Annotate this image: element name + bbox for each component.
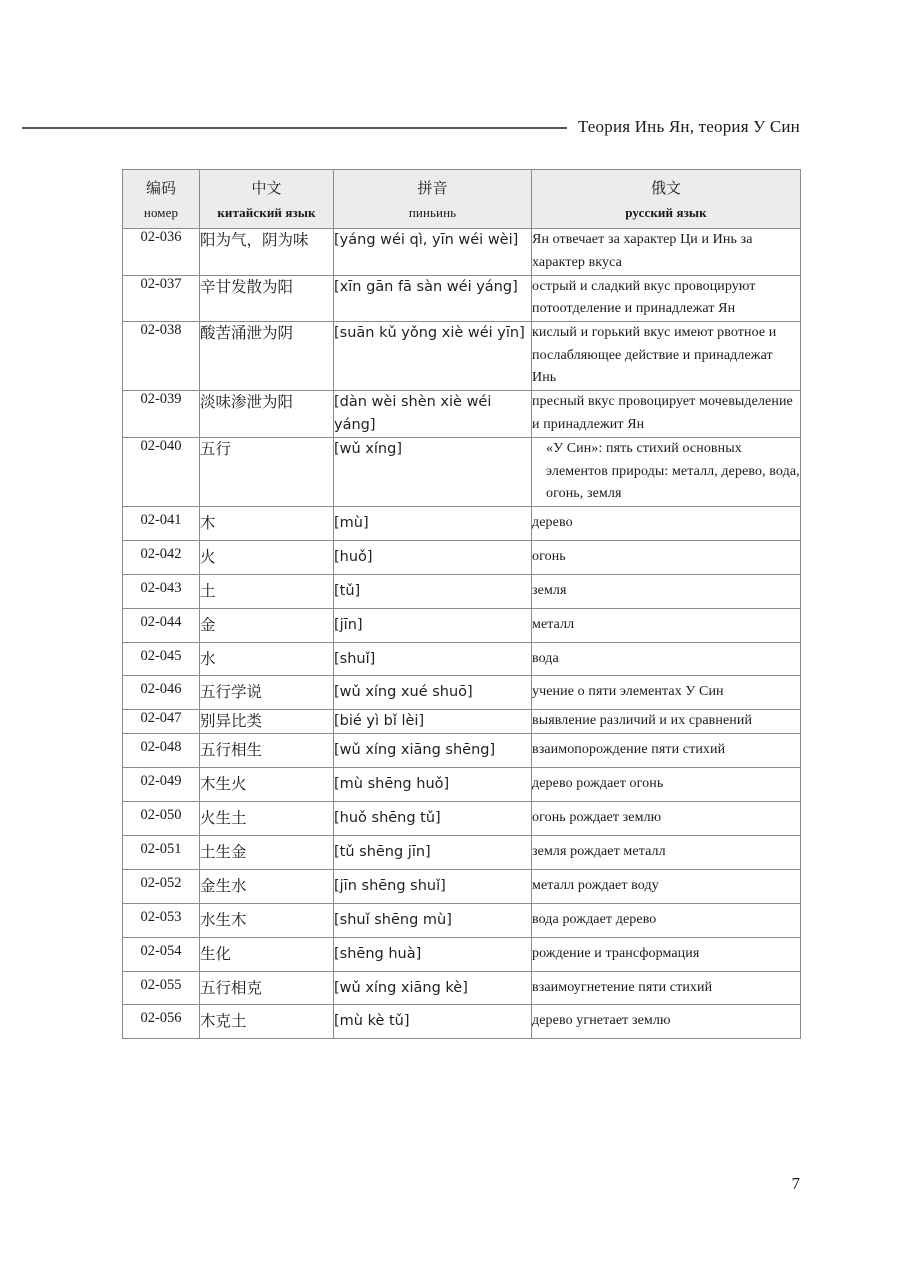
column-header-russian-zh: 俄文 [650,179,681,197]
column-header-number-ru: номер [143,204,179,220]
column-header-number [123,170,200,229]
cell-russian: огонь рождает землю [532,802,801,836]
cell-number: 02-036 [123,229,200,275]
cell-number: 02-047 [123,710,200,734]
table-row [123,506,801,540]
glossary-table [122,169,801,1039]
table-row [123,322,801,391]
table-row [123,802,801,836]
cell-pinyin: [mù kè tǔ] [334,1005,532,1039]
table-header [123,170,801,229]
cell-number: 02-055 [123,971,200,1005]
table-body [123,229,801,1039]
cell-russian: взаимоугнетение пяти стихий [532,971,801,1005]
glossary-table-container [122,169,800,1039]
table-row [123,835,801,869]
cell-russian: земля [532,574,801,608]
cell-pinyin: [huǒ] [334,540,532,574]
cell-pinyin: [wǔ xíng xué shuō] [334,676,532,710]
cell-chinese: 金生水 [200,869,334,903]
column-header-chinese-ru: китайский язык [217,204,316,220]
cell-chinese: 阳为气，阴为味 [200,229,334,275]
table-row [123,710,801,734]
cell-pinyin: [huǒ shēng tǔ] [334,802,532,836]
cell-number: 02-050 [123,802,200,836]
cell-number: 02-046 [123,676,200,710]
cell-pinyin: [xīn gān fā sàn wéi yáng] [334,275,532,321]
cell-russian: взаимопорождение пяти стихий [532,734,801,768]
page-number: 7 [791,1174,800,1193]
cell-number: 02-052 [123,869,200,903]
cell-pinyin: [wǔ xíng xiāng kè] [334,971,532,1005]
cell-pinyin: [shuǐ shēng mù] [334,903,532,937]
table-row [123,768,801,802]
cell-number: 02-039 [123,391,200,438]
cell-number: 02-040 [123,437,200,506]
table-row [123,937,801,971]
cell-number: 02-056 [123,1005,200,1039]
cell-russian: земля рождает металл [532,835,801,869]
cell-number: 02-049 [123,768,200,802]
cell-russian: Ян отвечает за характер Ци и Инь за характер вкуса [532,229,801,275]
cell-russian: острый и сладкий вкус провоцируют потоотделение и принадлежат Ян [532,275,801,321]
cell-chinese: 五行相生 [200,734,334,768]
cell-chinese: 金 [200,608,334,642]
cell-russian: учение о пяти элементах У Син [532,676,801,710]
cell-pinyin: [shēng huà] [334,937,532,971]
cell-pinyin: [mù shēng huǒ] [334,768,532,802]
column-header-russian [532,170,801,229]
cell-pinyin: [dàn wèi shèn xiè wéi yáng] [334,391,532,438]
cell-chinese: 淡味渗泄为阳 [200,391,334,438]
cell-pinyin: [bié yì bǐ lèi] [334,710,532,734]
cell-pinyin: [wǔ xíng] [334,437,532,506]
running-head [22,112,800,142]
cell-pinyin: [tǔ shēng jīn] [334,835,532,869]
cell-number: 02-042 [123,540,200,574]
cell-chinese: 木克土 [200,1005,334,1039]
cell-russian: пресный вкус провоцирует мочевыделение и принадлежит Ян [532,391,801,438]
cell-number: 02-044 [123,608,200,642]
cell-number: 02-053 [123,903,200,937]
column-header-chinese-zh: 中文 [251,179,282,197]
running-head-rule [22,127,567,129]
column-header-russian-ru: русский язык [625,204,707,220]
cell-russian: кислый и горький вкус имеют рвотное и послабляющее действие и принадлежат Инь [532,322,801,391]
cell-pinyin: [wǔ xíng xiāng shēng] [334,734,532,768]
cell-russian: «У Син»: пять стихий основных элементов природы: металл, дерево, вода, огонь, земля [532,437,801,506]
cell-chinese: 土 [200,574,334,608]
cell-number: 02-054 [123,937,200,971]
column-header-pinyin-zh: 拼音 [417,179,448,197]
table-row [123,1005,801,1039]
table-row [123,642,801,676]
cell-russian: выявление различий и их сравнений [532,710,801,734]
cell-chinese: 木生火 [200,768,334,802]
table-row [123,608,801,642]
cell-chinese: 别异比类 [200,710,334,734]
column-header-pinyin-ru: пиньинь [408,204,457,220]
cell-chinese: 水 [200,642,334,676]
cell-chinese: 生化 [200,937,334,971]
table-row [123,540,801,574]
column-header-number-zh: 编码 [145,179,176,197]
cell-chinese: 五行学说 [200,676,334,710]
cell-number: 02-043 [123,574,200,608]
column-header-pinyin [334,170,532,229]
table-row [123,275,801,321]
cell-number: 02-041 [123,506,200,540]
cell-pinyin: [jīn] [334,608,532,642]
cell-russian: металл рождает воду [532,869,801,903]
cell-number: 02-048 [123,734,200,768]
table-row [123,676,801,710]
table-row [123,971,801,1005]
table-header-row [123,170,801,229]
cell-russian: огонь [532,540,801,574]
table-row [123,903,801,937]
cell-chinese: 五行 [200,437,334,506]
cell-number: 02-037 [123,275,200,321]
cell-chinese: 酸苦涌泄为阴 [200,322,334,391]
cell-pinyin: [tǔ] [334,574,532,608]
cell-number: 02-038 [123,322,200,391]
cell-russian: дерево угнетает землю [532,1005,801,1039]
table-row [123,734,801,768]
cell-pinyin: [jīn shēng shuǐ] [334,869,532,903]
cell-russian: вода [532,642,801,676]
cell-pinyin: [shuǐ] [334,642,532,676]
table-row [123,391,801,438]
running-head-title: Теория Инь Ян, теория У Син [577,117,800,136]
table-row [123,229,801,275]
cell-pinyin: [mù] [334,506,532,540]
table-row [123,869,801,903]
cell-russian: вода рождает дерево [532,903,801,937]
table-row [123,574,801,608]
table-row [123,437,801,506]
cell-russian: металл [532,608,801,642]
cell-russian: рождение и трансформация [532,937,801,971]
cell-number: 02-051 [123,835,200,869]
cell-chinese: 水生木 [200,903,334,937]
cell-number: 02-045 [123,642,200,676]
cell-pinyin: [yáng wéi qì, yīn wéi wèi] [334,229,532,275]
cell-chinese: 木 [200,506,334,540]
cell-russian: дерево рождает огонь [532,768,801,802]
cell-chinese: 五行相克 [200,971,334,1005]
cell-russian: дерево [532,506,801,540]
cell-chinese: 火 [200,540,334,574]
cell-pinyin: [suān kǔ yǒng xiè wéi yīn] [334,322,532,391]
cell-chinese: 火生土 [200,802,334,836]
cell-chinese: 土生金 [200,835,334,869]
cell-chinese: 辛甘发散为阳 [200,275,334,321]
column-header-chinese [200,170,334,229]
